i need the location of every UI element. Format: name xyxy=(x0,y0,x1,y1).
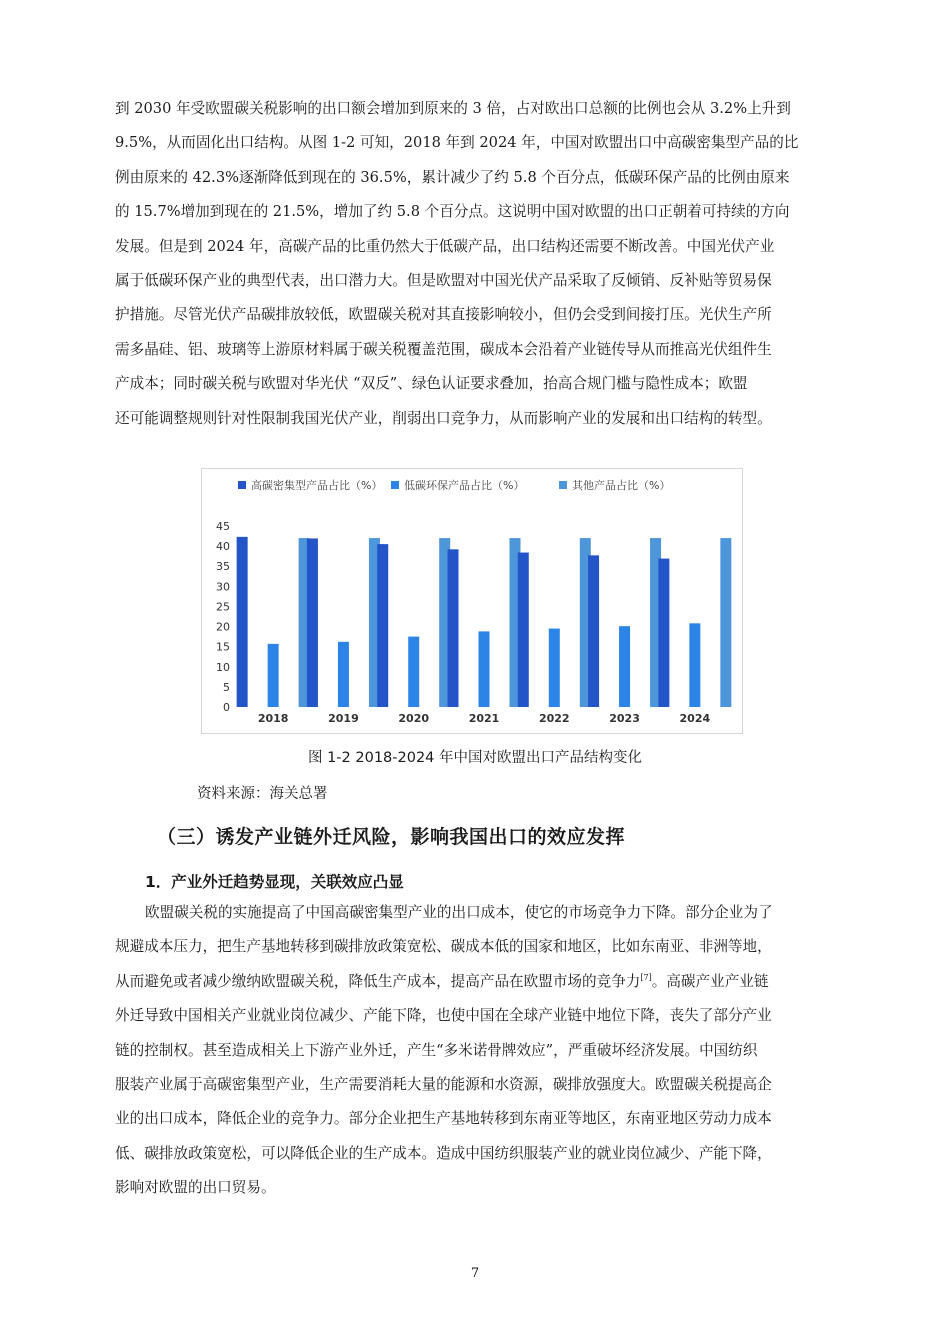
section-heading: （三）诱发产业链外迁风险，影响我国出口的效应发挥 xyxy=(157,826,626,848)
y-tick-label: 25 xyxy=(216,600,230,614)
text-line-with-citation xyxy=(115,965,859,999)
text-line: 到 2030 年受欧盟碳关税影响的出口额会增加到原来的 3 倍，占对欧出口总额的比例也会从 3.2%上升到 xyxy=(115,100,791,117)
bar xyxy=(377,544,388,707)
bar xyxy=(588,555,599,707)
bar xyxy=(448,549,459,707)
bar xyxy=(619,626,630,707)
text-line: 产成本；同时碳关税与欧盟对华光伏 “双反”、绿色认证要求叠加，抬高合规门槛与隐性成本；欧盟 xyxy=(115,375,748,393)
y-tick-label: 40 xyxy=(216,540,230,554)
text-segment: 从而避免或者减少缴纳欧盟碳关税，降低生产成本，提高产品在欧盟市场的竞争力 xyxy=(115,972,641,990)
bar xyxy=(408,637,419,707)
bar-chart xyxy=(202,469,742,733)
x-tick-label: 2018 xyxy=(257,712,289,725)
bar xyxy=(338,642,349,707)
text-line: 护措施。尽管光伏产品碳排放较低，欧盟碳关税对其直接影响较小，但仍会受到间接打压。光伏生产所 xyxy=(115,306,772,324)
body-paragraph-1 xyxy=(115,92,859,436)
bar xyxy=(268,644,279,707)
figure-chart xyxy=(201,468,743,734)
legend-swatch xyxy=(238,481,246,489)
text-line: 还可能调整规则针对性限制我国光伏产业，削弱出口竞争力，从而影响产业的发展和出口结构的转型。 xyxy=(115,409,772,427)
x-tick-label: 2022 xyxy=(538,712,570,725)
legend-label: 高碳密集型产品占比（%） xyxy=(251,479,383,492)
body-paragraph-2 xyxy=(115,896,859,1206)
bar xyxy=(658,559,669,707)
legend-swatch xyxy=(391,481,399,489)
text-line: 发展。但是到 2024 年，高碳产品的比重仍然大于低碳产品，出口结构还需要不断改善。中国光伏产业 xyxy=(115,237,775,255)
legend-label: 其他产品占比（%） xyxy=(572,479,671,492)
y-tick-label: 30 xyxy=(216,580,230,594)
citation-ref[interactable]: [7] xyxy=(640,972,652,982)
y-tick-label: 15 xyxy=(216,640,230,654)
page-number: 7 xyxy=(470,1266,480,1281)
text-line: 低、碳排放政策宽松，可以降低企业的生产成本。造成中国纺织服装产业的就业岗位减少、产能下降， xyxy=(115,1144,772,1162)
text-line: 影响对欧盟的出口贸易。 xyxy=(115,1179,276,1197)
figure-source: 资料来源：海关总署 xyxy=(197,786,328,802)
text-line: 的 15.7%增加到现在的 21.5%，增加了约 5.8 个百分点。这说明中国对欧盟的出口正朝着可持续的方向 xyxy=(115,203,790,221)
bar xyxy=(479,631,490,707)
bar xyxy=(549,629,560,707)
subsection-heading: 1．产业外迁趋势显现，关联效应凸显 xyxy=(145,873,404,891)
y-tick-label: 10 xyxy=(216,660,230,674)
text-line: 规避成本压力，把生产基地转移到碳排放政策宽松、碳成本低的国家和地区，比如东南亚、非洲等地， xyxy=(115,938,772,956)
y-tick-label: 45 xyxy=(216,520,230,533)
text-line: 服装产业属于高碳密集型产业，生产需要消耗大量的能源和水资源，碳排放强度大。欧盟碳关税提高企 xyxy=(115,1076,772,1094)
bar xyxy=(307,538,318,707)
text-line: 例由原来的 42.3%逐渐降低到现在的 36.5%，累计减少了约 5.8 个百分点，低碳环保产品的比例由原来 xyxy=(115,168,790,186)
legend-label: 低碳环保产品占比（%） xyxy=(404,479,525,492)
text-line: 欧盟碳关税的实施提高了中国高碳密集型产业的出口成本，使它的市场竞争力下降。部分企业为了 xyxy=(145,904,773,921)
text-segment: 。高碳产业产业链 xyxy=(651,972,769,990)
text-line: 需多晶硅、铝、玻璃等上游原材料属于碳关税覆盖范围，碳成本会沿着产业链传导从而推高光伏组件生 xyxy=(115,340,772,358)
x-tick-label: 2021 xyxy=(468,712,500,725)
x-tick-label: 2024 xyxy=(679,712,711,725)
bar xyxy=(689,623,700,707)
figure-caption: 图 1-2 2018-2024 年中国对欧盟出口产品结构变化 xyxy=(307,750,643,766)
legend-swatch xyxy=(559,481,567,489)
bar xyxy=(720,538,731,707)
x-tick-label: 2020 xyxy=(398,712,430,725)
text-line: 链的控制权。甚至造成相关上下游产业外迁，产生“多米诺骨牌效应”，严重破坏经济发展。中国纺织 xyxy=(115,1041,758,1059)
bar xyxy=(518,553,529,707)
text-line: 属于低碳环保产业的典型代表，出口潜力大。但是欧盟对中国光伏产品采取了反倾销、反补贴等贸易保 xyxy=(115,272,772,290)
y-tick-label: 20 xyxy=(216,620,230,634)
y-tick-label: 0 xyxy=(223,701,230,714)
x-tick-label: 2023 xyxy=(609,712,640,725)
bar xyxy=(237,537,248,707)
text-line: 业的出口成本，降低企业的竞争力。部分企业把生产基地转移到东南亚等地区，东南亚地区劳动力成本 xyxy=(115,1110,772,1128)
y-tick-label: 35 xyxy=(216,560,230,574)
y-tick-label: 5 xyxy=(223,680,230,694)
text-line: 外迁导致中国相关产业就业岗位减少、产能下降，也使中国在全球产业链中地位下降，丧失了部分产业 xyxy=(115,1007,772,1025)
x-tick-label: 2019 xyxy=(328,712,359,725)
text-line: 9.5%，从而固化出口结构。从图 1-2 可知，2018 年到 2024 年，中国对欧盟出口中高碳密集型产品的比 xyxy=(115,134,799,152)
